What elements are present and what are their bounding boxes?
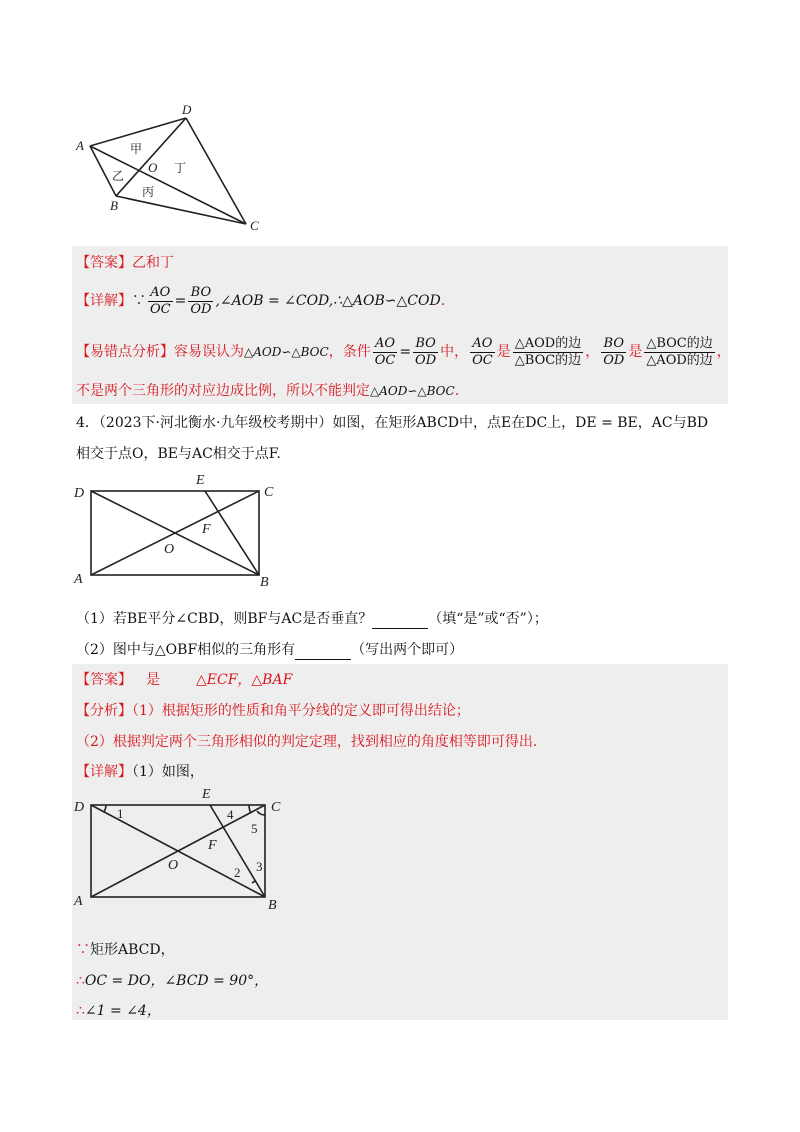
q3-error-line-2: 不是两个三角形的对应边成比例，所以不能判定△AOD∽△BOC. [76, 383, 460, 399]
label-e: E [202, 787, 211, 802]
fraction-bo-od-2: $\frac{BO}{OD}$ [415, 335, 437, 368]
q3-answer-line [76, 253, 174, 273]
period: . [440, 293, 446, 309]
answer-tag: 【答案】 [76, 255, 132, 271]
q4-detail-line: 【详解】（1）如图， [76, 764, 204, 780]
label-o: O [164, 542, 175, 557]
region-yi: 乙 [112, 169, 125, 183]
q4-analysis-line1: 【分析】（1）根据矩形的性质和角平分线的定义即可得出结论； [76, 703, 470, 719]
label-c: C [271, 800, 281, 815]
label-f: F [202, 522, 211, 537]
answer-a: 是 [146, 672, 160, 688]
label-e: E [196, 473, 205, 488]
q4-stem-line1: 4．（2023下·河北衡水·九年级校考期中）如图，在矩形ABCD中，点E在DC上，DE = BE，AC与BD [76, 415, 709, 431]
fraction-bo-od: $\frac{BO}{OD}$ [190, 284, 212, 317]
angle-arc-2 [252, 881, 255, 883]
segment-bc [116, 196, 246, 224]
answer-tag: 【答案】 [76, 672, 132, 688]
answer-blank-1[interactable] [372, 614, 428, 629]
label-f: F [208, 838, 217, 853]
angle-label-1: 1 [117, 806, 124, 821]
label-d: D [182, 102, 192, 117]
fraction-bo-od-3: $\frac{BO}{OD}$ [603, 335, 625, 368]
angle-arc-4 [249, 805, 251, 813]
q4-step2: ∴OC = DO，∠BCD = 90°， [76, 973, 269, 989]
answer-b: △ECF，△BAF [196, 672, 293, 688]
angle-label-3: 3 [256, 859, 263, 874]
q4-sub2: （2）图中与△OBF相似的三角形有 （写出两个即可） [76, 642, 464, 658]
label-a: A [74, 894, 83, 909]
fraction-ao-oc-3: $\frac{AO}{OC}$ [472, 335, 493, 368]
similar-expression-2: △AOD∽△BOC [370, 384, 455, 398]
fraction-ao-oc: $\frac{AO}{OC}$ [150, 284, 171, 317]
region-jia: 甲 [130, 142, 143, 156]
detail-tag: 【详解】 [76, 764, 132, 780]
equals: = [174, 293, 187, 309]
angle-label-2: 2 [234, 865, 241, 880]
label-d: D [74, 486, 85, 501]
q4-step1: ∵矩形ABCD， [76, 942, 175, 958]
because-symbol: ∵ [132, 293, 146, 309]
angle-label-4: 4 [227, 807, 234, 822]
label-c: C [264, 485, 274, 500]
region-bing: 丙 [142, 185, 155, 199]
fraction-aod-boc: $\frac{\text{△AOD的边}}{\text{△BOC的边}}$ [514, 335, 582, 368]
label-a: A [76, 138, 84, 153]
angle-label-5: 5 [251, 821, 258, 836]
label-o: O [168, 858, 179, 873]
fraction-ao-oc-2: $\frac{AO}{OC}$ [374, 335, 396, 368]
detail-conclusion: ,∠AOB = ∠COD,∴△AOB∽△COD [215, 293, 441, 309]
region-ding: 丁 [174, 161, 187, 175]
error-tag: 【易错点分析】 [76, 344, 174, 360]
label-b: B [260, 575, 269, 590]
answer-text: 乙和丁 [132, 255, 174, 271]
segment-be [205, 491, 259, 575]
q3-error-line: 【易错点分析】容易误认为△AOD∽△BOC，条件 $\frac{AO}{OC}$ = $\frac{BO}{OD}$ 中， $\frac{AO}{OC}$ 是 $\frac{\text{△AOD的边}}{\text{△BOC的边}}$ ， $\frac{BO}{OD}$ 是 $\frac{\text{△BOC的边}}{\text{△AOD的边}}$ ， [76, 335, 731, 368]
fraction-boc-aod: $\frac{\text{△BOC的边}}{\text{△AOD的边}}$ [646, 335, 713, 368]
analysis-tag: 【分析】 [76, 703, 132, 719]
figure-quadrilateral [70, 100, 270, 240]
error-text-2: 不是两个三角形的对应边成比例，所以不能判定 [76, 383, 370, 399]
q4-analysis-line2: （2）根据判定两个三角形相似的判定定理，找到相应的角度相等即可得出. [76, 734, 538, 750]
angle-arc-5 [257, 811, 265, 815]
segment-dc [186, 118, 246, 224]
label-b: B [110, 198, 118, 213]
q4-sub1: （1）若BE平分∠CBD，则BF与AC是否垂直？ （填“是”或“否”）； [76, 611, 548, 627]
figure-rectangle-2 [70, 785, 290, 915]
answer-blank-2[interactable] [295, 645, 351, 660]
label-o: O [148, 160, 158, 175]
q3-detail-line [76, 284, 445, 318]
detail-tag: 【详解】 [76, 293, 132, 309]
label-b: B [268, 898, 277, 913]
label-a: A [74, 572, 83, 587]
error-text: 容易误认为 [174, 344, 244, 360]
similar-expression: △AOD∽△BOC [244, 345, 329, 359]
angle-arc-1 [104, 805, 106, 812]
label-d: D [74, 800, 85, 815]
label-c: C [250, 218, 259, 233]
q4-step3: ∴∠1 = ∠4， [76, 1003, 161, 1019]
figure-rectangle-1 [70, 470, 290, 592]
q4-stem-line2: 相交于点O，BE与AC相交于点F. [76, 446, 281, 462]
q4-answer-line [76, 670, 292, 690]
